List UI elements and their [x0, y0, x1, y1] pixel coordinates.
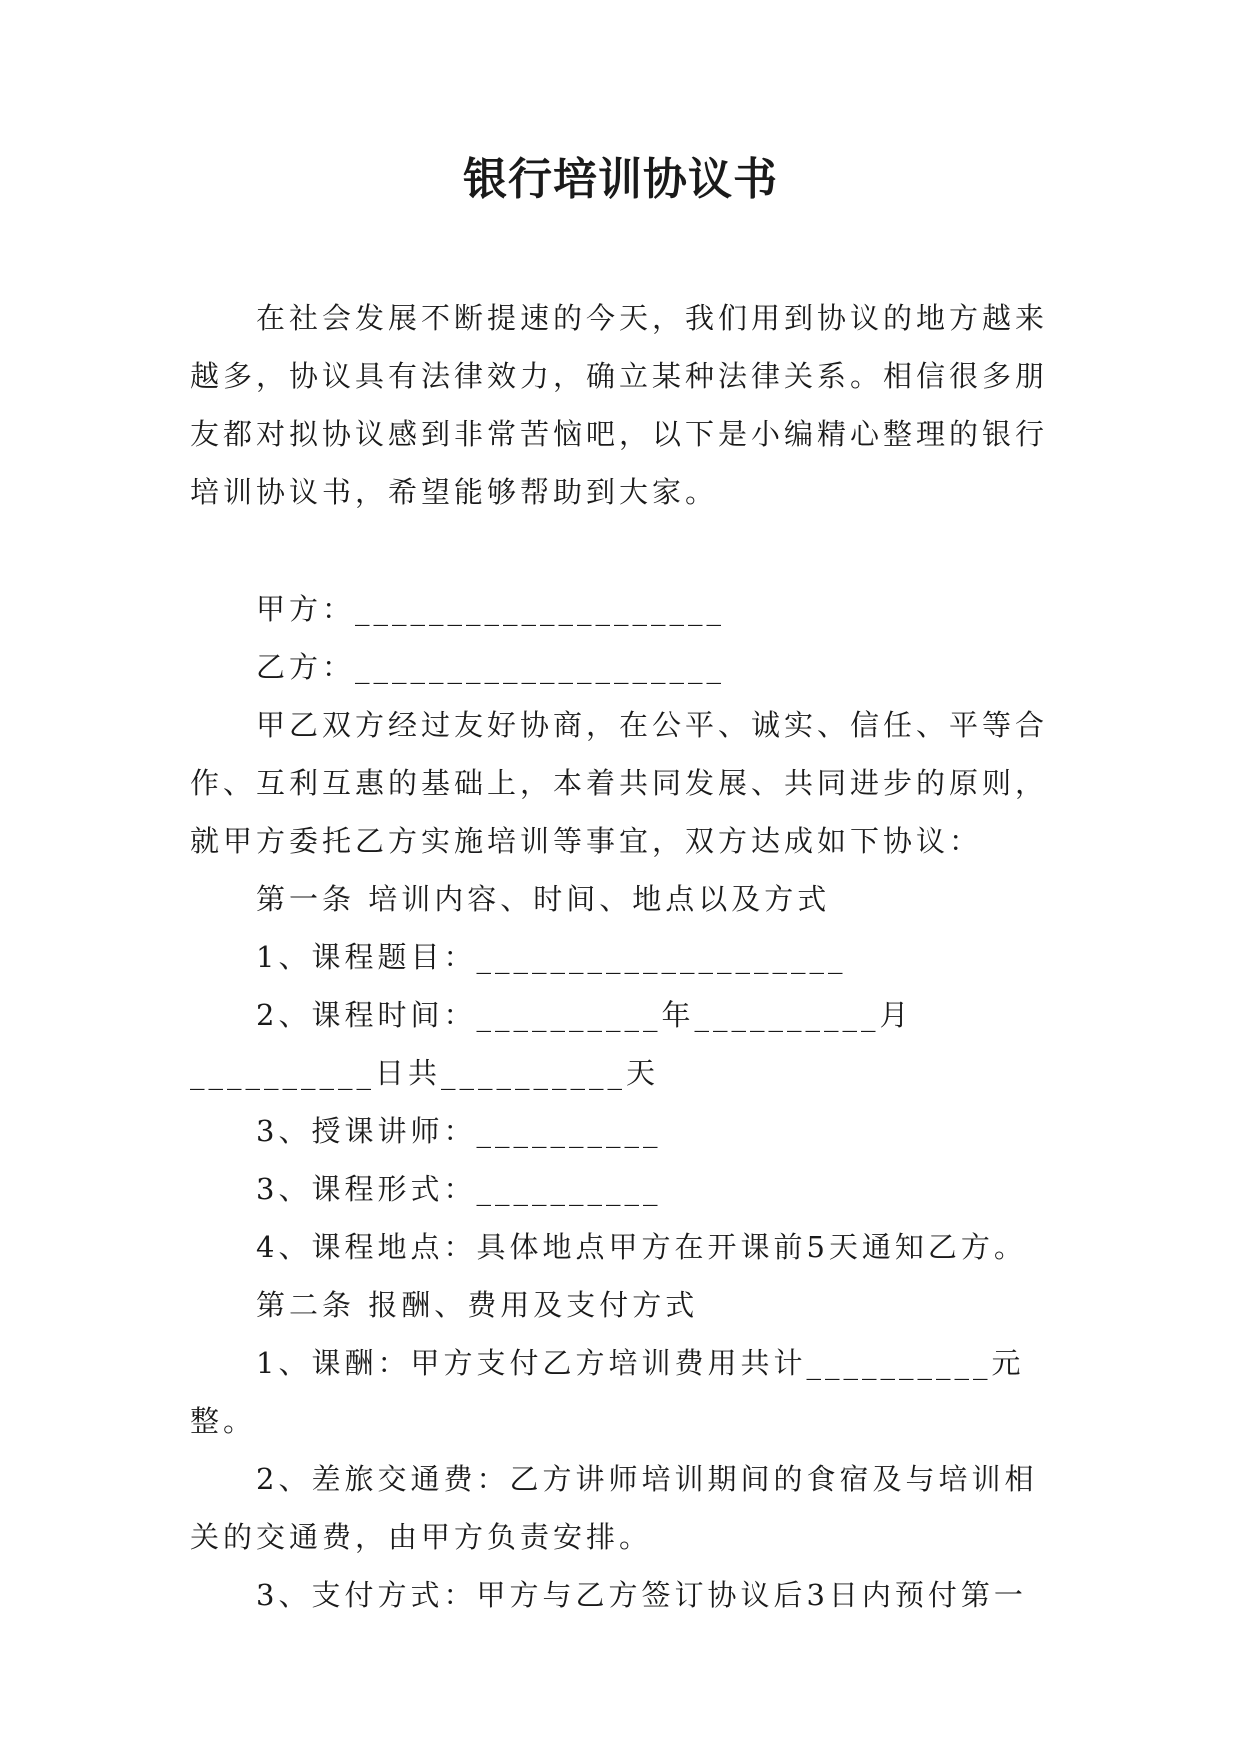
clause-course-title: 1、课程题目：____________________	[256, 940, 847, 974]
article-2-heading: 第二条 报酬、费用及支付方式	[256, 1288, 699, 1322]
clause-fee: 1、课酬：甲方支付乙方培训费用共计__________元整。	[190, 1346, 1025, 1438]
clause-course-format: 3、课程形式：__________	[256, 1172, 662, 1206]
clause-course-location: 4、课程地点：具体地点甲方在开课前5天通知乙方。	[256, 1230, 1027, 1264]
agreement-preamble: 甲乙双方经过友好协商，在公平、诚实、信任、平等合作、互利互惠的基础上，本着共同发展、共同进步的原则，就甲方委托乙方实施培训等事宜，双方达成如下协议：	[190, 708, 1049, 858]
article-1-heading: 第一条 培训内容、时间、地点以及方式	[256, 882, 831, 916]
document-title: 银行培训协议书	[463, 154, 778, 205]
clause-course-time: 2、课程时间：__________年__________月__________日共__________天	[190, 998, 913, 1090]
clause-travel-expenses: 2、差旅交通费：乙方讲师培训期间的食宿及与培训相关的交通费，由甲方负责安排。	[190, 1462, 1038, 1554]
clause-payment-method: 3、支付方式：甲方与乙方签订协议后3日内预付第一	[256, 1578, 1027, 1612]
contract-body	[190, 580, 1065, 1624]
intro-paragraph: 在社会发展不断提速的今天，我们用到协议的地方越来越多，协议具有法律效力，确立某种法律关系。相信很多朋友都对拟协议感到非常苦恼吧，以下是小编精心整理的银行培训协议书，希望能够帮助到大家。	[190, 301, 1049, 509]
party-a-line: 甲方：____________________	[256, 592, 726, 626]
party-b-line: 乙方：____________________	[256, 650, 726, 684]
intro-section	[190, 289, 1065, 521]
clause-lecturer: 3、授课讲师：__________	[256, 1114, 662, 1148]
